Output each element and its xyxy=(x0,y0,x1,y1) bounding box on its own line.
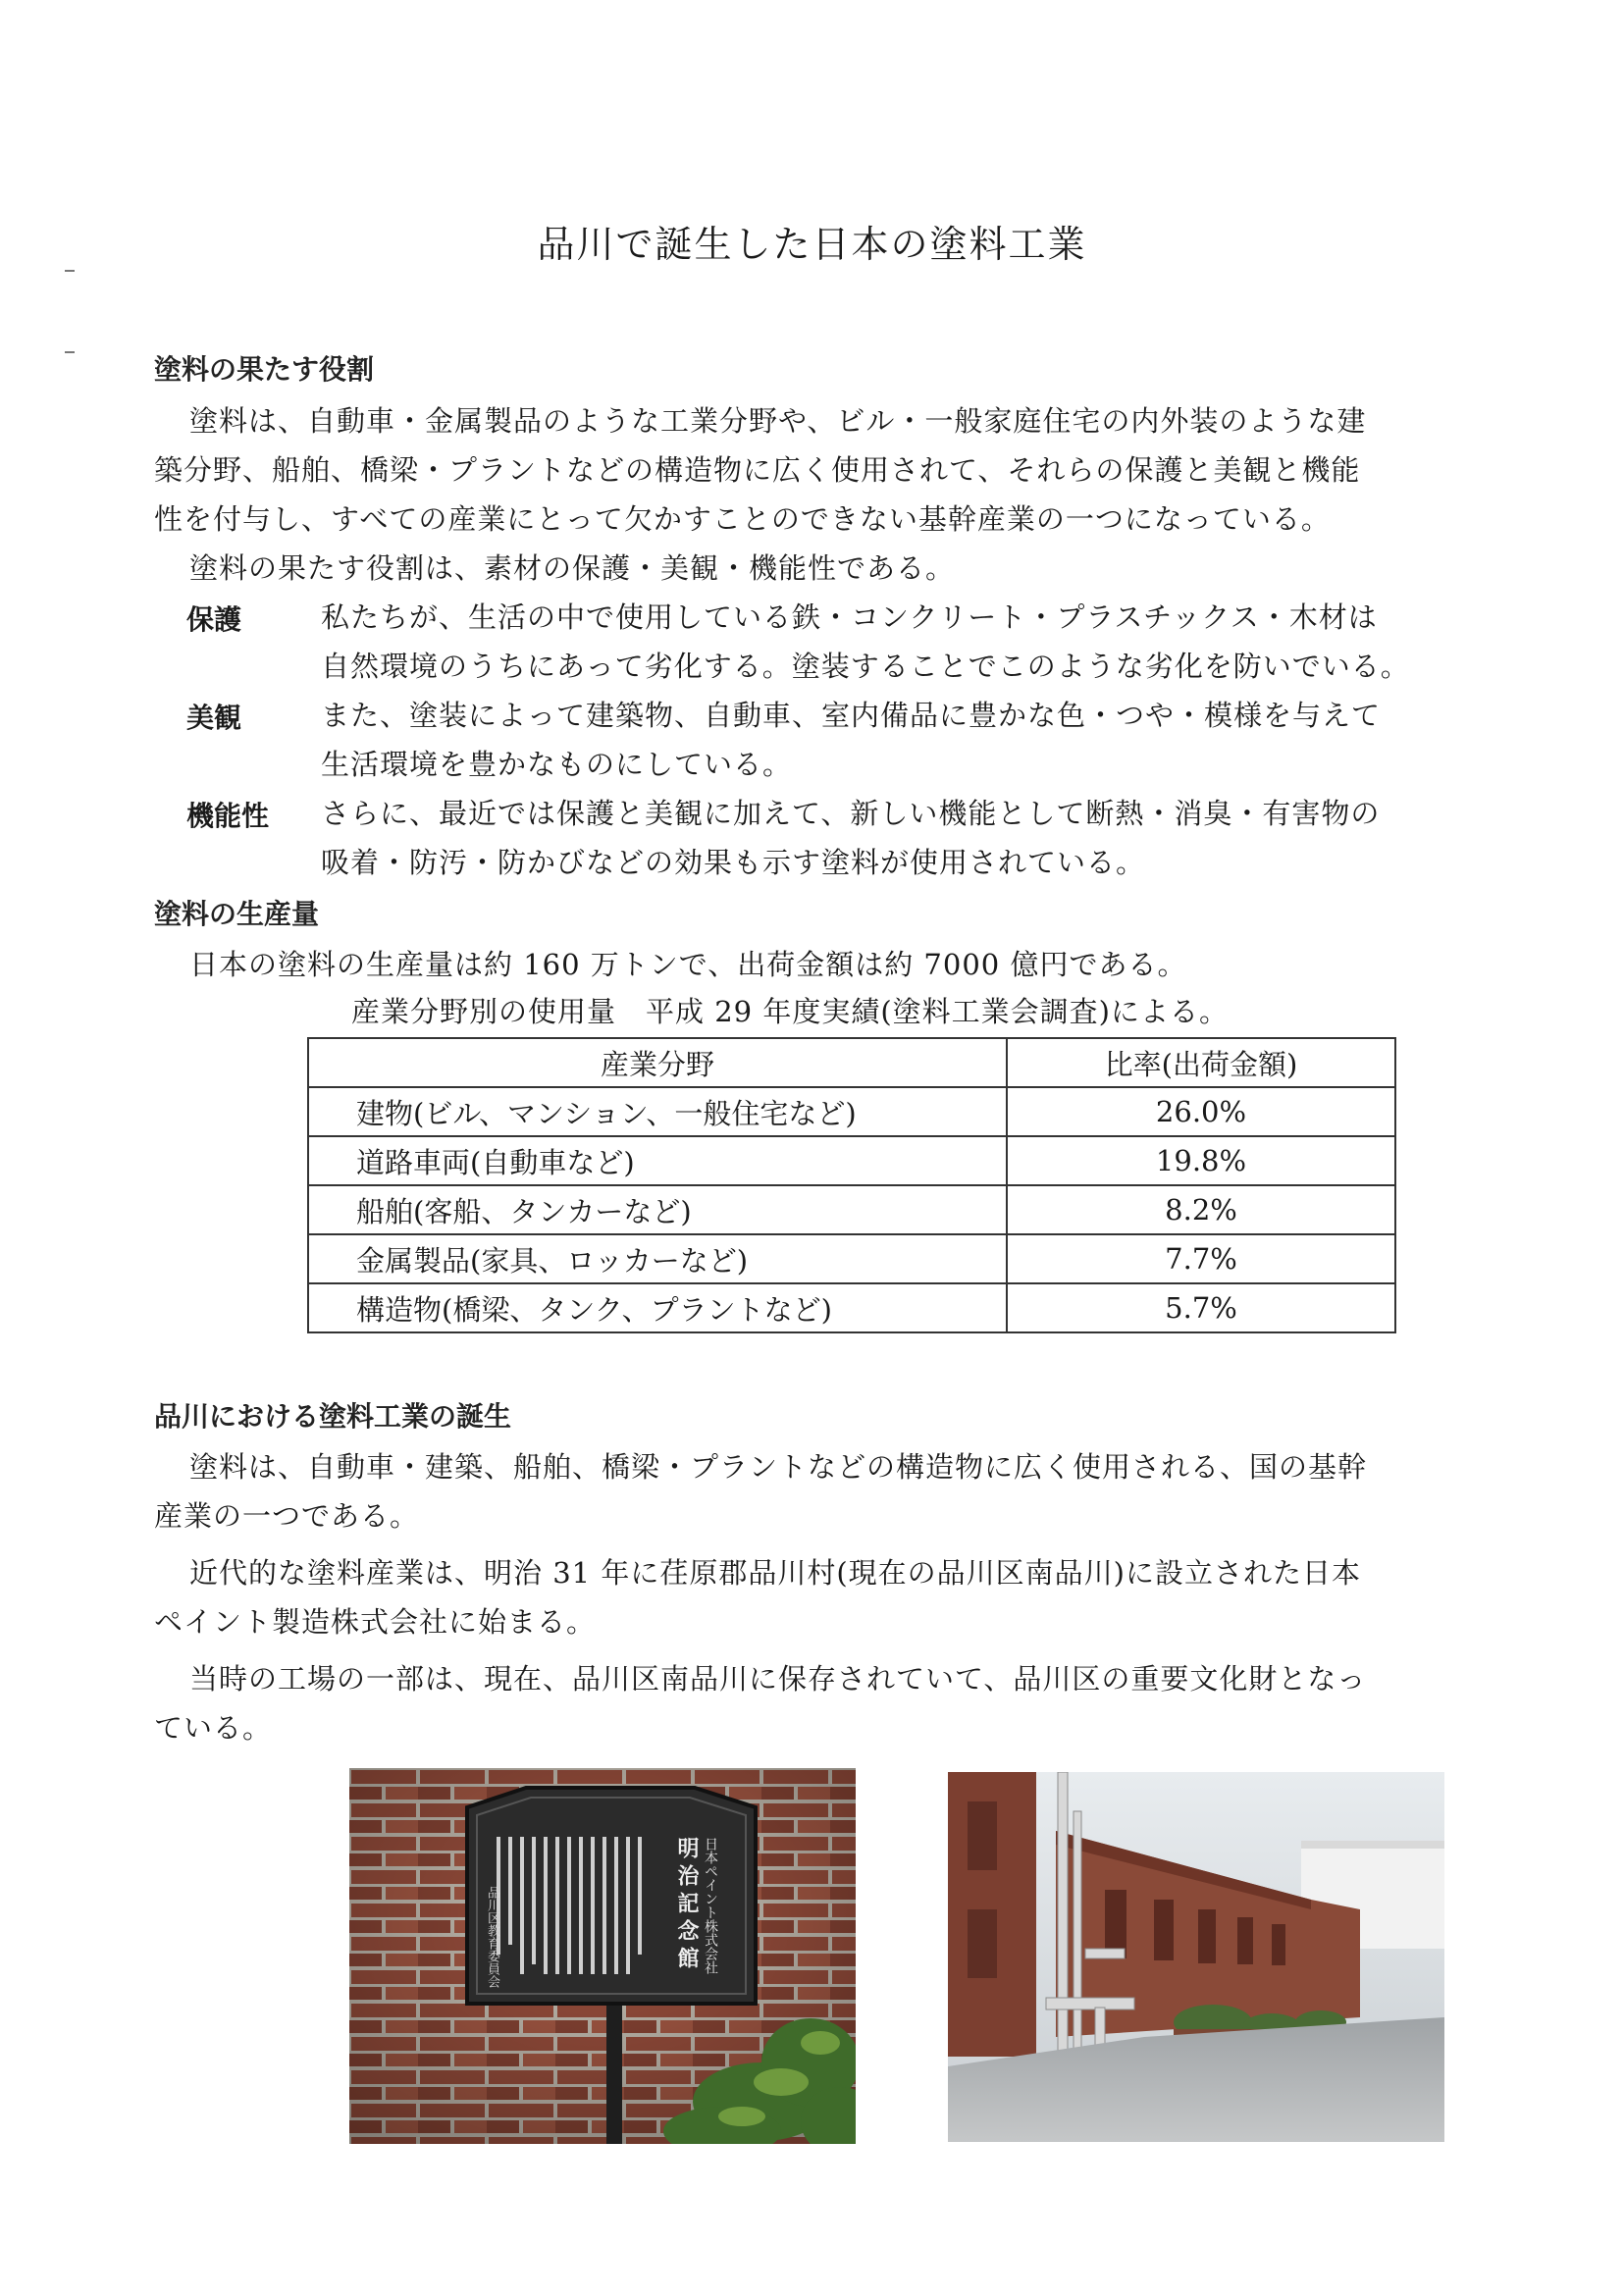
paragraph-line: 塗料の果たす役割は、素材の保護・美観・機能性である。 xyxy=(189,551,956,585)
role-definition-line: 私たちが、生活の中で使用している鉄・コンクリート・プラスチックス・木材は xyxy=(321,600,1378,634)
section-heading-production: 塗料の生産量 xyxy=(154,898,320,930)
sign-issuer: 品川区教育委員会 xyxy=(485,1886,499,1988)
paragraph-line: ペイント製造株式会社に始まる。 xyxy=(154,1605,597,1639)
table-cell-ratio: 19.8% xyxy=(1007,1136,1395,1185)
table-cell-field: 船舶(客船、タンカーなど) xyxy=(308,1185,1007,1234)
paragraph-line: 塗料は、自動車・金属製品のような工業分野や、ビル・一般家庭住宅の内外装のような建 xyxy=(189,404,1367,438)
table-cell-field: 建物(ビル、マンション、一般住宅など) xyxy=(308,1087,1007,1136)
table-cell-ratio: 5.7% xyxy=(1007,1283,1395,1332)
paragraph-line: 塗料は、自動車・建築、船舶、橋梁・プラントなどの構造物に広く使用される、国の基幹 xyxy=(189,1450,1368,1484)
paragraph-line: ている。 xyxy=(154,1711,273,1745)
table-row xyxy=(308,1234,1395,1283)
role-definition-line: さらに、最近では保護と美観に加えて、新しい機能として断熱・消臭・有害物の xyxy=(321,797,1381,830)
sign-company: 日本ペイント株式会社 xyxy=(703,1837,718,1974)
table-row xyxy=(308,1185,1395,1234)
usage-table xyxy=(307,1037,1396,1333)
production-text: 日本の塗料の生産量は約 160 万トンで、出荷金額は約 7000 億円である。 xyxy=(189,948,1187,981)
paragraph-line: 築分野、船舶、橋梁・プラントなどの構造物に広く使用されて、それらの保護と美観と機能 xyxy=(154,453,1361,487)
brick-wall-illustration xyxy=(349,1768,856,2144)
section-heading-origin: 品川における塗料工業の誕生 xyxy=(154,1400,512,1433)
table-row xyxy=(308,1283,1395,1332)
table-header-row xyxy=(308,1038,1395,1087)
page-title: 品川で誕生した日本の塗料工業 xyxy=(537,223,1087,266)
sign-title: 明治記念館 xyxy=(674,1837,699,1974)
table-header-cell: 比率(出荷金額) xyxy=(1007,1038,1395,1087)
role-term-function: 機能性 xyxy=(186,800,270,832)
role-term-appearance: 美観 xyxy=(186,702,242,734)
role-term-protection: 保護 xyxy=(186,603,242,636)
scan-mark xyxy=(65,270,75,272)
scan-mark xyxy=(65,351,75,353)
role-definition-line: 吸着・防汚・防かびなどの効果も示す塗料が使用されている。 xyxy=(321,846,1146,879)
paragraph-line: 当時の工場の一部は、現在、品川区南品川に保存されていて、品川区の重要文化財となっ xyxy=(189,1662,1367,1696)
section-heading-role: 塗料の果たす役割 xyxy=(154,353,375,386)
table-cell-field: 道路車両(自動車など) xyxy=(308,1136,1007,1185)
paragraph-line: 近代的な塗料産業は、明治 31 年に荏原郡品川村(現在の品川区南品川)に設立された日本 xyxy=(189,1556,1361,1590)
table-caption: 産業分野別の使用量 平成 29 年度実績(塗料工業会調査)による。 xyxy=(351,995,1229,1028)
factory-illustration xyxy=(948,1772,1444,2142)
table-cell-field: 金属製品(家具、ロッカーなど) xyxy=(308,1234,1007,1283)
table-cell-ratio: 7.7% xyxy=(1007,1234,1395,1283)
photo-memorial-sign xyxy=(349,1768,856,2144)
table-row xyxy=(308,1136,1395,1185)
paragraph-line: 性を付与し、すべての産業にとって欠かすことのできない基幹産業の一つになっている。 xyxy=(154,502,1331,536)
paragraph-line: 産業の一つである。 xyxy=(154,1499,420,1533)
table-cell-ratio: 8.2% xyxy=(1007,1185,1395,1234)
table-cell-ratio: 26.0% xyxy=(1007,1087,1395,1136)
role-definition-line: また、塗装によって建築物、自動車、室内備品に豊かな色・つや・模様を与えて xyxy=(321,699,1382,732)
table-cell-field: 構造物(橋梁、タンク、プラントなど) xyxy=(308,1283,1007,1332)
photo-factory-building xyxy=(948,1772,1444,2142)
table-header-cell: 産業分野 xyxy=(308,1038,1007,1087)
role-definition-line: 生活環境を豊かなものにしている。 xyxy=(321,748,793,781)
table-row xyxy=(308,1087,1395,1136)
role-definition-line: 自然環境のうちにあって劣化する。塗装することでこのような劣化を防いでいる。 xyxy=(321,650,1410,683)
